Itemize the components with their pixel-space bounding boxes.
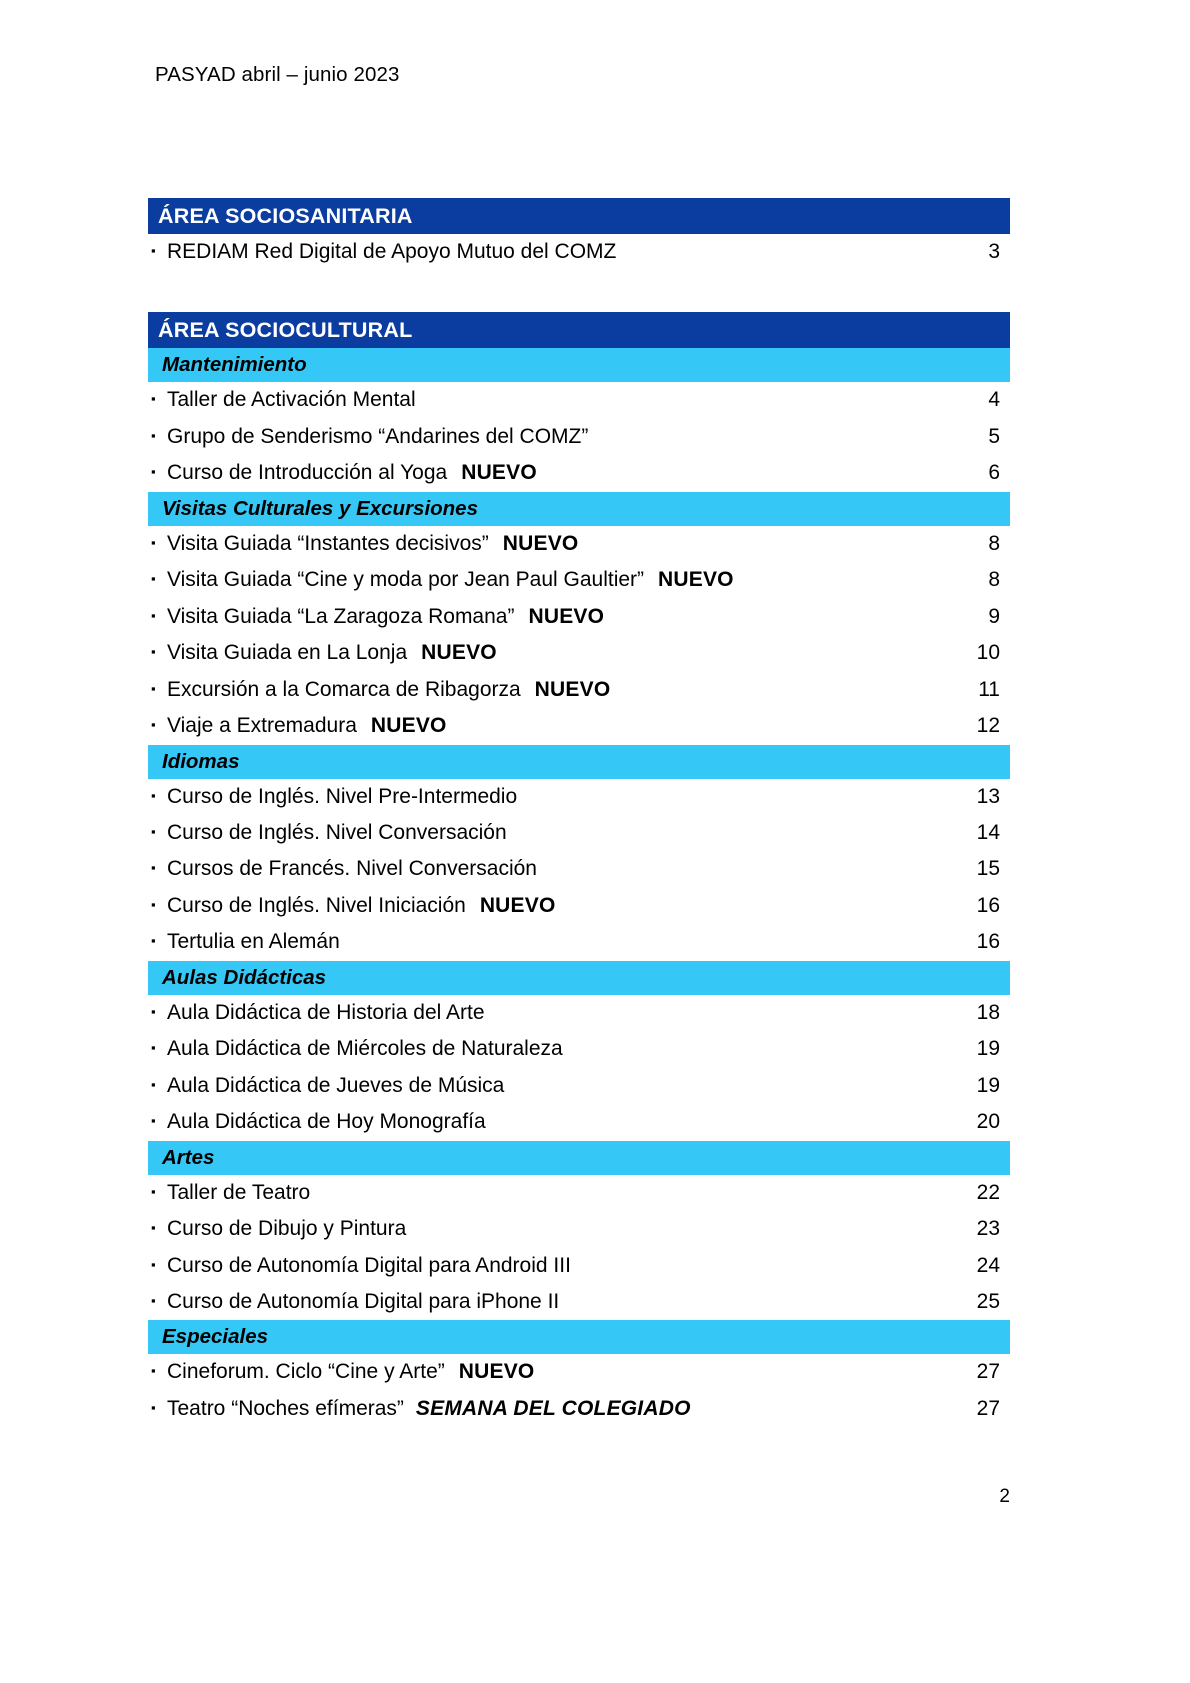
toc-entry-left [148,929,340,955]
toc-area [148,312,1010,1427]
toc-entry[interactable] [148,562,1010,598]
toc-entry-page: 20 [976,1110,1000,1134]
toc-entry[interactable] [148,599,1010,635]
square-bullet-icon [148,1364,167,1377]
toc-entry[interactable] [148,672,1010,708]
toc-entry-page: 18 [976,1000,1000,1024]
toc-entry-title: Visita Guiada “La Zaragoza Romana” [167,604,515,628]
toc-entry[interactable] [148,1391,1010,1427]
square-bullet-icon [148,825,167,838]
toc-entry-page: 9 [988,604,1000,628]
toc-entry-page: 19 [976,1037,1000,1061]
toc-entry-title: Visita Guiada “Cine y moda por Jean Paul Gaultier” [167,568,645,592]
toc-entry-page: 16 [976,930,1000,954]
toc-entry[interactable] [148,382,1010,418]
toc-entry-left [148,893,556,919]
table-of-contents [148,198,1010,1427]
toc-entry-page: 14 [976,820,1000,844]
toc-entry[interactable] [148,995,1010,1031]
toc-entry-left [148,1396,691,1422]
toc-entry-left [148,424,588,450]
toc-entry-page: 3 [988,240,1000,263]
toc-entry-left [148,640,497,666]
toc-entry[interactable] [148,851,1010,887]
toc-entry-left [148,1180,310,1206]
toc-entry-page: 27 [976,1396,1000,1420]
toc-entry[interactable] [148,1175,1010,1211]
square-bullet-icon [148,934,167,947]
toc-entry[interactable] [148,455,1010,491]
toc-entry[interactable] [148,526,1010,562]
toc-entry-title: Viaje a Extremadura [167,714,357,738]
toc-entry-left [148,239,616,265]
toc-entry-title: Curso de Inglés. Nivel Pre-Intermedio [167,784,518,808]
toc-entry-title: REDIAM Red Digital de Apoyo Mutuo del COMZ [167,240,617,263]
square-bullet-icon [148,1294,167,1307]
toc-entry-page: 6 [988,461,1000,485]
toc-entry[interactable] [148,1354,1010,1390]
toc-entry-title: Cineforum. Ciclo “Cine y Arte” [167,1360,445,1384]
toc-entry-page: 27 [976,1360,1000,1384]
toc-entry-title: Teatro “Noches efímeras” [167,1396,404,1420]
special-badge: SEMANA DEL COLEGIADO [415,1396,691,1420]
new-badge: NUEVO [502,531,579,555]
subsection-heading: Aulas Didácticas [148,961,1010,995]
page-number: 2 [999,1486,1010,1507]
toc-entry-left [148,677,610,703]
new-badge: NUEVO [461,461,537,485]
toc-entry-title: Aula Didáctica de Hoy Monografía [167,1110,486,1134]
toc-entry-left [148,1289,559,1315]
toc-entry-page: 12 [976,714,1000,738]
toc-entry-page: 4 [988,388,1000,412]
subsection-heading: Especiales [148,1320,1010,1354]
toc-entry-page: 15 [976,857,1000,881]
toc-entry-left [148,1036,563,1062]
new-badge: NUEVO [528,604,605,628]
subsection-heading: Artes [148,1141,1010,1175]
toc-entry-left [148,1073,504,1099]
toc-entry-left [148,460,537,486]
toc-entry[interactable] [148,234,1010,270]
toc-entry-title: Curso de Inglés. Nivel Conversación [167,820,507,844]
subsection-heading: Idiomas [148,745,1010,779]
toc-entry-left [148,784,517,810]
toc-entry[interactable] [148,1284,1010,1320]
square-bullet-icon [148,861,167,874]
toc-entry-title: Aula Didáctica de Historia del Arte [167,1000,485,1024]
toc-entry-title: Curso de Inglés. Nivel Iniciación [167,893,466,917]
new-badge: NUEVO [421,641,497,665]
toc-entry-left [148,820,507,846]
toc-entry-title: Curso de Autonomía Digital para Android III [167,1253,571,1277]
toc-entry-title: Visita Guiada en La Lonja [167,641,408,665]
square-bullet-icon [148,682,167,695]
toc-entry-left [148,531,578,557]
toc-entry-page: 8 [988,531,1000,555]
square-bullet-icon [148,244,167,257]
toc-entry-page: 16 [976,893,1000,917]
toc-entry-left [148,1000,485,1026]
toc-entry-title: Taller de Teatro [167,1180,311,1204]
toc-entry-title: Aula Didáctica de Miércoles de Naturaleza [167,1037,563,1061]
toc-entry[interactable] [148,815,1010,851]
square-bullet-icon [148,1114,167,1127]
subsection-heading: Visitas Culturales y Excursiones [148,492,1010,526]
toc-entry-title: Curso de Dibujo y Pintura [167,1217,407,1241]
subsection-heading: Mantenimiento [148,348,1010,382]
toc-entry-title: Grupo de Senderismo “Andarines del COMZ” [167,424,589,448]
toc-entry-page: 22 [976,1180,1000,1204]
square-bullet-icon [148,429,167,442]
running-head: PASYAD abril – junio 2023 [155,63,400,86]
toc-entry-page: 24 [976,1253,1000,1277]
toc-entry-left [148,713,447,739]
toc-entry-title: Tertulia en Alemán [167,930,340,954]
toc-entry[interactable] [148,924,1010,960]
toc-entry-page: 13 [976,784,1000,808]
toc-entry[interactable] [148,635,1010,671]
toc-entry-title: Curso de Autonomía Digital para iPhone II [167,1289,560,1313]
toc-area [148,198,1010,270]
square-bullet-icon [148,1221,167,1234]
square-bullet-icon [148,572,167,585]
toc-entry-title: Visita Guiada “Instantes decisivos” [167,531,489,555]
square-bullet-icon [148,536,167,549]
new-badge: NUEVO [658,568,734,592]
square-bullet-icon [148,1078,167,1091]
toc-entry-title: Excursión a la Comarca de Ribagorza [167,677,521,701]
toc-entry-left [148,567,734,593]
square-bullet-icon [148,1401,167,1414]
toc-entry[interactable] [148,1068,1010,1104]
toc-entry-left [148,856,537,882]
toc-entry[interactable] [148,1031,1010,1067]
toc-entry[interactable] [148,1211,1010,1247]
toc-entry[interactable] [148,1248,1010,1284]
toc-entry-title: Taller de Activación Mental [167,388,416,412]
square-bullet-icon [148,898,167,911]
toc-entry-left [148,1253,571,1279]
toc-entry-page: 25 [976,1289,1000,1313]
toc-entry-left [148,604,604,630]
square-bullet-icon [148,609,167,622]
area-heading: ÁREA SOCIOSANITARIA [148,198,1010,234]
toc-entry-left [148,1359,534,1385]
new-badge: NUEVO [534,677,611,701]
toc-entry-page: 10 [976,641,1000,665]
new-badge: NUEVO [370,714,447,738]
toc-entry-left [148,1216,406,1242]
square-bullet-icon [148,1041,167,1054]
square-bullet-icon [148,1258,167,1271]
square-bullet-icon [148,789,167,802]
new-badge: NUEVO [479,893,556,917]
toc-entry-left [148,1109,486,1135]
toc-entry-title: Curso de Introducción al Yoga [167,461,448,485]
toc-entry[interactable] [148,888,1010,924]
toc-entry-title: Cursos de Francés. Nivel Conversación [167,857,537,881]
toc-entry-page: 8 [988,568,1000,592]
square-bullet-icon [148,465,167,478]
toc-entry[interactable] [148,779,1010,815]
toc-entry[interactable] [148,1104,1010,1140]
toc-entry-page: 5 [988,424,1000,448]
square-bullet-icon [148,1005,167,1018]
square-bullet-icon [148,718,167,731]
square-bullet-icon [148,1185,167,1198]
square-bullet-icon [148,645,167,658]
square-bullet-icon [148,392,167,405]
new-badge: NUEVO [458,1360,535,1384]
toc-entry[interactable] [148,419,1010,455]
toc-entry-page: 19 [976,1073,1000,1097]
toc-entry-title: Aula Didáctica de Jueves de Música [167,1073,505,1097]
toc-entry-page: 11 [978,677,1000,701]
area-heading: ÁREA SOCIOCULTURAL [148,312,1010,348]
toc-entry-left [148,387,416,413]
toc-entry-page: 23 [976,1217,1000,1241]
toc-entry[interactable] [148,708,1010,744]
